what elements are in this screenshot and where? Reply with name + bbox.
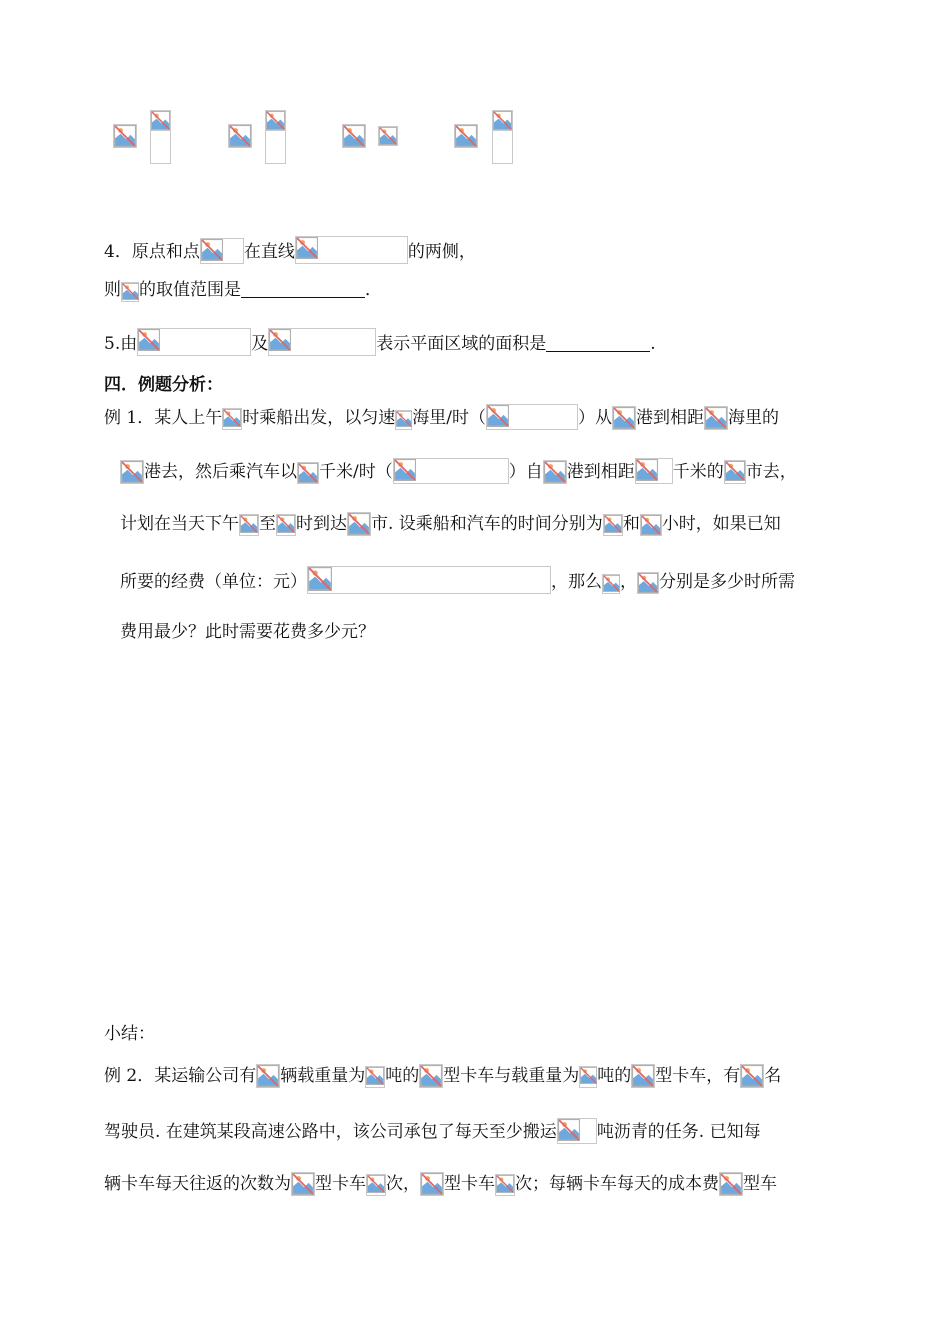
formula-image-icon bbox=[347, 512, 371, 536]
option-a-image-icon bbox=[113, 124, 137, 148]
example-2-text: 型卡车 bbox=[444, 1174, 495, 1194]
example-2-text: 辆卡车每天往返的次数为 bbox=[104, 1174, 291, 1194]
formula-image-icon bbox=[486, 404, 578, 430]
example-1-text: 港到相距 bbox=[566, 462, 635, 482]
question-4-text: ． bbox=[365, 280, 382, 300]
section-title bbox=[104, 373, 223, 397]
formula-image-icon bbox=[239, 514, 259, 536]
example-2-text: 型卡车，有 bbox=[655, 1066, 741, 1086]
example-1-line-3 bbox=[120, 512, 781, 536]
formula-image-icon bbox=[612, 406, 636, 430]
example-1-line-4 bbox=[120, 566, 795, 594]
example-1-text: 和 bbox=[622, 514, 640, 534]
formula-image-icon bbox=[557, 1118, 597, 1144]
example-2-text: 吨的 bbox=[385, 1066, 420, 1086]
question-5-number: 5. bbox=[104, 334, 121, 354]
question-4-text: 的取值范围是 bbox=[139, 280, 241, 300]
example-2-text: 型车 bbox=[743, 1174, 777, 1194]
formula-image-icon bbox=[291, 1172, 315, 1196]
example-1-line-2 bbox=[120, 458, 797, 484]
example-1-line-5 bbox=[120, 620, 375, 644]
example-1-text: 海里的 bbox=[727, 408, 779, 428]
cost-formula-image-icon bbox=[307, 566, 551, 594]
question-5-text: . bbox=[650, 334, 656, 354]
question-4-text: 原点和点 bbox=[131, 242, 200, 262]
example-1-text: 千米/时（ bbox=[319, 462, 393, 482]
formula-image-icon bbox=[395, 410, 412, 430]
example-1-text: 至 bbox=[259, 514, 276, 534]
answer-blank[interactable] bbox=[241, 296, 365, 298]
example-2-text: 型卡车 bbox=[315, 1174, 366, 1194]
formula-image-icon bbox=[365, 1066, 385, 1088]
formula-image-icon bbox=[579, 1066, 597, 1088]
summary-label bbox=[104, 1022, 155, 1046]
formula-image-icon bbox=[719, 1172, 743, 1196]
question-5-text: 表示平面区域的面积是 bbox=[376, 334, 547, 354]
example-1-text: 时乘船出发，以匀速 bbox=[242, 408, 396, 428]
example-2-text: 吨沥青的任务. 已知每 bbox=[596, 1122, 761, 1142]
example-1-text: 港到相距 bbox=[635, 408, 704, 428]
example-1-text: 时到达 bbox=[296, 514, 347, 534]
option-a-small-image-icon bbox=[150, 110, 171, 131]
formula-image-icon bbox=[602, 574, 620, 594]
example-2-text: 例 2．某运输公司有 bbox=[104, 1066, 257, 1086]
example-1-text: 计划在当天下午 bbox=[120, 514, 239, 534]
example-2-line-3 bbox=[104, 1172, 777, 1196]
formula-image-icon bbox=[120, 460, 144, 484]
formula-image-icon bbox=[635, 458, 673, 484]
example-2-text: 次；每辆卡车每天的成本费 bbox=[515, 1174, 719, 1194]
formula-image-icon bbox=[222, 408, 242, 430]
example-2-text: 吨的 bbox=[597, 1066, 632, 1086]
question-4-text: 在直线 bbox=[243, 242, 295, 262]
formula-image-icon bbox=[393, 458, 509, 484]
example-1-text: 小时，如果已知 bbox=[661, 514, 781, 534]
formula-image-icon bbox=[495, 1174, 515, 1196]
question-5-line bbox=[104, 328, 656, 356]
example-1-text: ）自 bbox=[508, 462, 543, 482]
formula-image-icon bbox=[543, 460, 567, 484]
question-5-text: 及 bbox=[251, 334, 269, 354]
section-title-text: 四．例题分析： bbox=[104, 375, 223, 395]
formula-image-icon bbox=[640, 514, 662, 536]
example-2-text: 型卡车与载重量为 bbox=[443, 1066, 580, 1086]
option-c-image-icon bbox=[342, 124, 366, 148]
region-formula-2-image-icon bbox=[268, 328, 376, 356]
formula-image-icon bbox=[420, 1172, 444, 1196]
example-1-line-1 bbox=[104, 404, 779, 430]
option-b-image-icon bbox=[228, 124, 252, 148]
example-2-line-1 bbox=[104, 1064, 781, 1088]
question-4-text: 则 bbox=[104, 280, 121, 300]
option-c-small-image-icon bbox=[378, 126, 398, 146]
example-2-text: 驾驶员. 在建筑某段高速公路中，该公司承包了每天至少搬运 bbox=[104, 1122, 557, 1142]
variable-image-icon bbox=[121, 282, 139, 302]
example-2-line-2 bbox=[104, 1118, 761, 1144]
option-b-small-image-icon bbox=[265, 110, 286, 131]
example-1-text: 港去，然后乘汽车以 bbox=[144, 462, 297, 482]
example-1-text: 海里/时（ bbox=[412, 408, 486, 428]
example-1-text: 费用最少？此时需要花费多少元？ bbox=[120, 622, 375, 642]
example-2-text: 辆载重量为 bbox=[280, 1066, 366, 1086]
example-1-text: ）从 bbox=[577, 408, 612, 428]
formula-image-icon bbox=[603, 514, 623, 536]
example-1-text: 千米的 bbox=[672, 462, 724, 482]
answer-blank[interactable] bbox=[546, 350, 650, 352]
question-5-text: 由 bbox=[120, 334, 138, 354]
question-4-text: 的两侧， bbox=[407, 242, 476, 262]
formula-image-icon bbox=[419, 1064, 443, 1088]
formula-image-icon bbox=[637, 572, 659, 594]
example-2-text: 名 bbox=[764, 1066, 782, 1086]
formula-image-icon bbox=[631, 1064, 655, 1088]
example-1-text: 分别是多少时所需 bbox=[659, 572, 795, 592]
question-4-number: 4． bbox=[104, 242, 132, 262]
formula-image-icon bbox=[366, 1174, 386, 1196]
question-4-line-1 bbox=[104, 236, 476, 264]
summary-text: 小结： bbox=[104, 1024, 155, 1044]
example-1-text: 市. 设乘船和汽车的时间分别为 bbox=[371, 514, 603, 534]
formula-image-icon bbox=[297, 462, 319, 484]
formula-image-icon bbox=[704, 406, 728, 430]
example-1-text: ，那么 bbox=[551, 572, 602, 592]
option-d-small-image-icon bbox=[492, 110, 513, 131]
formula-image-icon bbox=[724, 460, 746, 484]
formula-image-icon bbox=[276, 514, 296, 536]
line-formula-image-icon bbox=[295, 236, 408, 264]
formula-image-icon bbox=[256, 1064, 280, 1088]
example-1-text: 例 1．某人上午 bbox=[104, 408, 223, 428]
example-2-text: 次， bbox=[386, 1174, 420, 1194]
point-formula-image-icon bbox=[200, 238, 244, 264]
option-d-image-icon bbox=[454, 124, 478, 148]
region-formula-1-image-icon bbox=[137, 328, 251, 356]
example-1-text: ， bbox=[620, 572, 637, 592]
formula-image-icon bbox=[740, 1064, 764, 1088]
example-1-text: 市去， bbox=[745, 462, 797, 482]
question-4-line-2 bbox=[104, 278, 382, 302]
example-1-text: 所要的经费（单位：元） bbox=[120, 572, 307, 592]
